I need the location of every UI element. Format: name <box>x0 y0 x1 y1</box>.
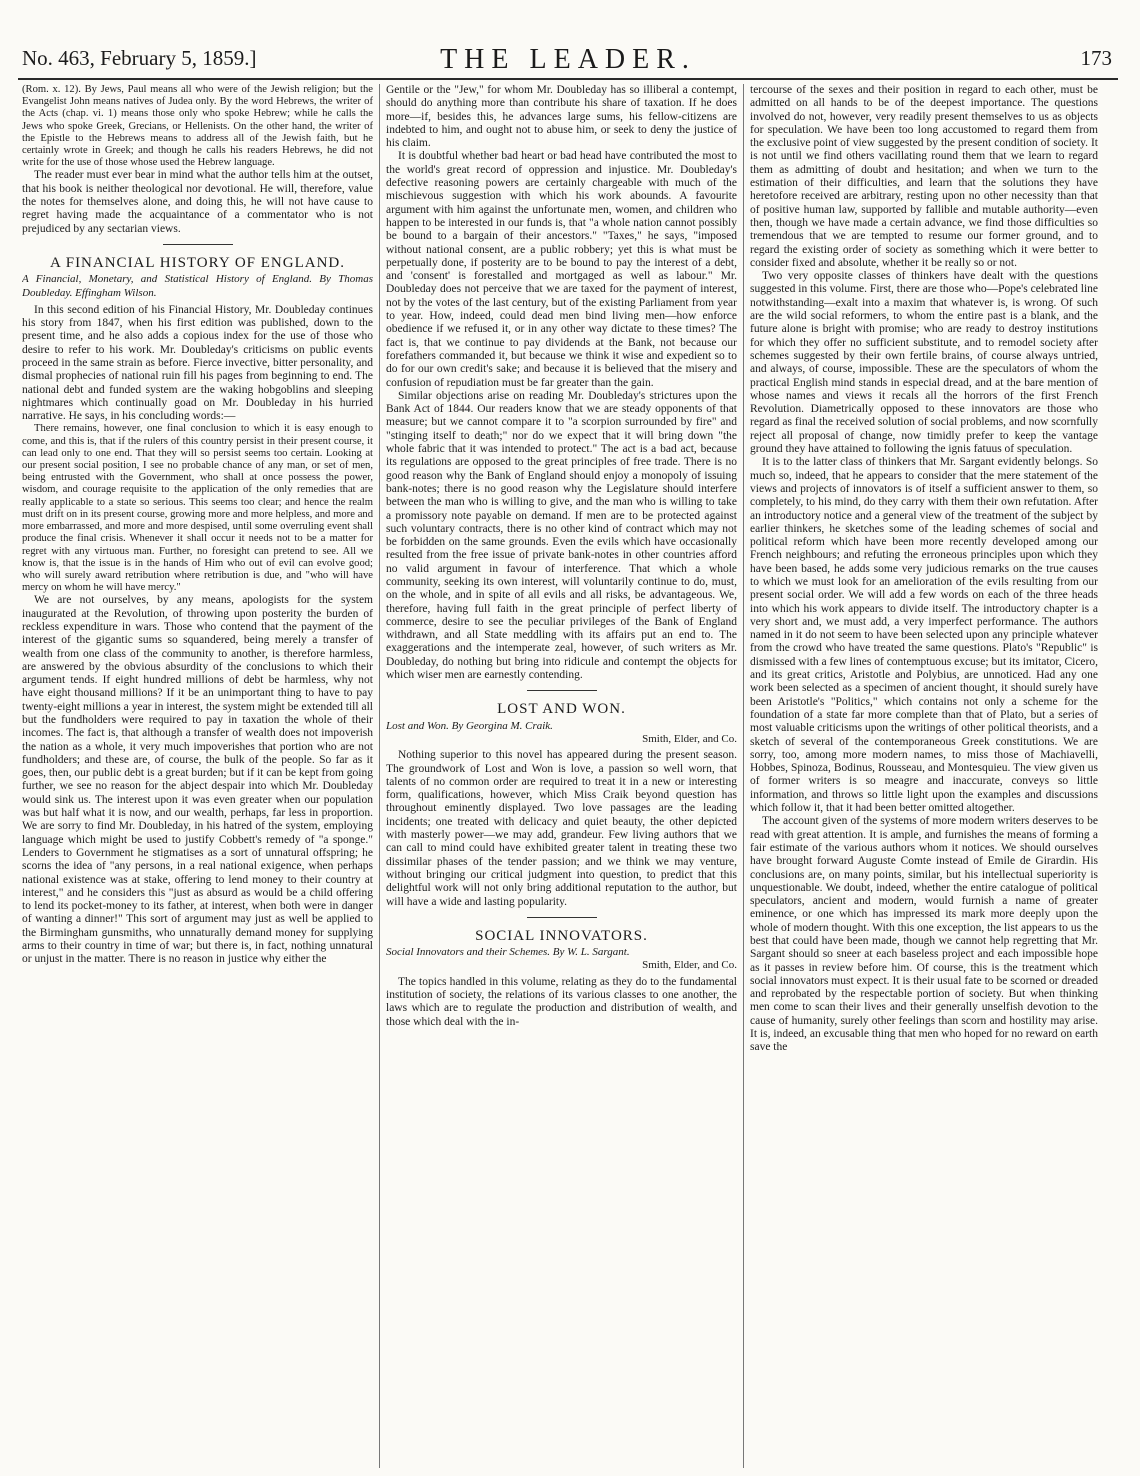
column-divider <box>379 84 380 1468</box>
paragraph: Gentile or the "Jew," for whom Mr. Doubleday has so illiberal a contempt, should do anything more than contribute his share of taxation. If he does more—if, besides this, he advances large sums, his fellow-citizens are indebted to him, and ought not to abuse him, or seek to deny the justice of his claim. <box>386 84 737 150</box>
paragraph: It is to the latter class of thinkers that Mr. Sargant evidently belongs. So much so, indeed, that he appears to consider that the mere statement of the views and projects of innovators is of itself a sufficient answer to them, so completely, to his mind, do they carry with them their own refutation. After an introductory notice and a general view of the treatment of the subject by earlier thinkers, he sketches some of the leading schemes of social and political reform which have been more recently developed among our French neighbours; and refuting the erroneous principles upon which they have been based, he adds some very judicious remarks on the true causes to which we must look for an amelioration of the evils resulting from our present social order. We will add a few words on each of the three heads into which his work appears to divide itself. The introductory chapter is a very short and, we must add, a very imperfect performance. The authors named in it do not seem to have been selected upon any principle whatever from the crowd who have treated the same questions. Plato's "Republic" is dismissed with a few lines of contemptuous excuse; but its imitator, Cicero, and its great critics, Aristotle and Polybius, are unnoticed. Had any one work been selected as a specimen of ancient thought, it should surely have been Aristotle's "Politics," which contains not only a scheme for the foundation of a state far more complete than that of Plato, but a series of most valuable criticisms upon the writings of other political theorists, and a sketch of several of the contemporaneous Greek constitutions. We are sorry, too, among more modern names, to miss those of Machiavelli, Hobbes, Spinoza, Bodinus, Rousseau, and Montesquieu. The view given us of former writers is so meagre and inaccurate, conveys so little information, and throws so little light upon the examples and discussions which follow it, that it had been better omitted altogether. <box>750 456 1098 815</box>
paragraph: Two very opposite classes of thinkers have dealt with the questions suggested in this volume. First, there are those who—Pope's celebrated line notwithstanding—exalt into a maxim that whatever is, is wrong. Of such are the wild social reformers, to whom the entire past is a blank, and the future alone is bright with promise; who are ready to destroy institutions for which they offer no sufficient substitute, and to remodel society after schemes suggested by their own fertile brains, of course always untried, and always, of course, impossible. These are the speculators of whom the practical English mind stands in especial dread, and at the bare mention of whose names and views it recals all the horrors of the first French Revolution. Diametrically opposed to these innovators are those who regard as final the received solution of social problems, and now scornfully reject all proposal of change, now timidly prefer to keep the vantage ground they have attained to following the ignis fatuus of speculation. <box>750 270 1098 456</box>
section-divider <box>163 244 233 245</box>
header-rule <box>18 78 1118 80</box>
paragraph: tercourse of the sexes and their position in regard to each other, must be admitted on all hands to be of the deepest importance. The questions involved do not, however, very readily present themselves to us as objects for speculation. We have been too long accustomed to regard them from the exclusive point of view suggested by the present condition of society. It is not until we find others vacillating round them that we learn to regard them as admitting of doubt and hesitation; and when we turn to the estimation of their difficulties, and learn that the solutions they have heretofore received are arbitrary, resting upon no other necessity than that of positive human law, supported by fallible and mutable authority—even then, though we have made a certain advance, we find those difficulties so tremendous that we are tempted to resume our former ground, and to regard the existing order of society as something which it were better to consider fixed and absolute, whether it be really so or not. <box>750 84 1098 269</box>
section-heading: A FINANCIAL HISTORY OF ENGLAND. <box>49 254 346 271</box>
paragraph: Similar objections arise on reading Mr. Doubleday's strictures upon the Bank Act of 1844. Our readers know that we are steady opponents of that measure; but we cannot compare it to "a scorpion surrounded by fire" and "stinging itself to death;" nor do we expect that it will bring down "the whole fabric that it was intended to protect." The act is a bad act, because its regulations are opposed to the great principles of free trade. There is no good reason why the Bank of England should enjoy a monopoly of issuing bank-notes; there is no good reason why the Legislature should interfere between the man who is willing to give, and the man who is willing to take a promissory note payable on demand. If men are to be protected against such voluntary contracts, there is no other kind of contract which may not be forbidden on the same grounds. Even the evils which have occasionally resulted from the free issue of private bank-notes in other countries afford no valid argument in favour of interference. That which a whole community, seeking its own interest, will voluntarily continue to do, must, on the whole, and in spite of all evils and all risks, be advantageous. We, therefore, having full faith in the great principle of perfect liberty of commerce, desire to see the peculiar privileges of the Bank of England withdrawn, and all State meddling with its affairs put an end to. The exaggerations and the intemperate zeal, however, of such writers as Mr. Doubleday, do nothing but bring into ridicule and contempt the objects for which wiser men are earnestly contending. <box>386 389 737 682</box>
paragraph: The account given of the systems of more modern writers deserves to be read with great attention. It is ample, and furnishes the means of forming a fair estimate of the various authors whom it notices. We should ourselves have brought forward Auguste Comte instead of Emile de Girardin. His conclusions are, on many points, similar, but his intellectual superiority is unquestionable. We doubt, indeed, whether the entire catalogue of political speculators, ancient and modern, would furnish a name of greater eminence, or one which has impressed its mark more deeply upon the whole of modern thought. With this one exception, the list appears to us the best that could have been made, though we cannot help regretting that Mr. Sargant should so sneer at each baseless project and each impossible hope as it passes in review before him. Of course, this is the treatment which social innovators must expect. It is their usual fate to be scorned or dreaded and reprobated by the respectable portion of society. But when thinking men come to scan their lives and their generally unselfish devotion to the cause of humanity, surely other feelings than scorn and hostility may arise. It is, indeed, an excusable thing that men who hoped for no reward on earth save the <box>750 815 1098 1054</box>
paragraph: It is doubtful whether bad heart or bad head have contributed the most to the world's great record of oppression and injustice. Mr. Doubleday's defective reasoning powers are certainly chargeable with much of the mischievous suggestion with which his work abounds. A favourite argument with him against the unfortunate men, women, and children who happen to be interested in our funds is, that "a whole nation cannot possibly be bound to a bargain of their ancestors." "Taxes," he says, "imposed without national consent, are a public robbery; yet this is what must be perpetually done, if posterity are to be bound to pay the interest of a debt, and 'consent' is forestalled and mortgaged as well as labour." Mr. Doubleday does not perceive that we are taxed for the payment of interest, not by the votes of the last century, but of the existing Parliament from year to year. How, indeed, could dead men bind living men—how enforce obedience if we refused it, or in any other way dictate to these times? The fact is, that we continue to pay dividends at the Bank, not because our forefathers commanded it, but because we think it wise and expedient so to do for our own credit's sake; and because it is believed that the misery and confusion of repudiation must be far greater than the gain. <box>386 150 737 389</box>
section-heading: LOST AND WON. <box>497 701 626 718</box>
column-3 <box>750 84 1098 1468</box>
issue-date: No. 463, February 5, 1859.] <box>22 46 257 70</box>
paragraph: Nothing superior to this novel has appeared during the present season. The groundwork of Lost and Won is love, a passion so well worn, that talents of no common order are required to treat it in a new or interesting form, qualifications, however, which Miss Craik beyond question has throughout eminently displayed. Two love passages are the leading incidents; one treated with delicacy and quiet beauty, the other depicted with masterly power—we may add, grandeur. Few living authors that we can call to mind could have exhibited greater talent in treating these two dissimilar phases of the tender passion; and we think we may venture, without bringing our critical judgment into question, to predict that this delightful work will not only bring additional reputation to the author, but will have a wide and lasting popularity. <box>386 749 737 908</box>
page-number: 173 <box>1080 46 1112 70</box>
paragraph: The topics handled in this volume, relating as they do to the fundamental institution of society, the relations of its various classes to one another, the laws which are to regulate the production and distribution of wealth, and those which deal with the in- <box>386 975 737 1028</box>
book-citation: Social Innovators and their Schemes. By W. L. Sargant. <box>386 946 630 959</box>
paragraph: We are not ourselves, by any means, apologists for the system inaugurated at the Revolution, of throwing upon posterity the burden of reckless expenditure in wars. Those who contend that the payment of the interest of the gigantic sums so squandered, being merely a transfer of wealth from one class of the community to another, is therefore harmless, are answered by the obvious absurdity of the conclusions to which their argument tends. If eight hundred millions of debt be harmless, why not have eight thousand millions? If it be an unimportant thing to have to pay twenty-eight millions a year in interest, the system might be extended till all but the fundholders were required to pay in taxation the whole of their incomes. The fact is, that although a transfer of wealth does not impoverish the nation as a whole, it very much impoverishes that portion who are not fundholders; and these are, of course, the bulk of the people. So far as it goes, then, our public debt is a great burden; but if it can be kept from going further, we see no reason for the abject despair into which Mr. Doubleday would sink us. The interest upon it was even greater when our population was but half what it is now, and our wealth, perhaps, far less in proportion. We are sorry to find Mr. Doubleday, in his hatred of the system, employing language which might be used to justify Cobbett's remedy of "a sponge." Lenders to Government he stigmatises as a sort of unnatural offspring; he scorns the idea of "any persons, in a real national exigence, when perhaps national existence was at stake, offering to lend money to their country at interest," and he considers this "just as absurd as would be a child offering to lend its pocket-money to its father, at interest, when both were in danger of wanting a dinner!" This sort of argument may just as well be applied to the Birmingham gunsmiths, who unnaturally demand money for supplying arms to their country in time of war; but there is, in fact, nothing unnatural or unjust in the matter. There is no reason in justice why either the <box>22 594 373 966</box>
page-header <box>18 44 1118 78</box>
column-1 <box>22 84 373 1468</box>
section-heading: SOCIAL INNOVATORS. <box>475 927 648 944</box>
column-divider <box>743 84 744 1468</box>
section-divider <box>527 917 597 918</box>
paragraph: The reader must ever bear in mind what the author tells him at the outset, that his book is neither theological nor devotional. He will, therefore, value the notes for themselves alone, and doing this, he will not have cause to regret having made the acquaintance of a commentator who is not prejudiced by any sectarian views. <box>22 169 373 235</box>
newspaper-title: THE LEADER. <box>440 44 696 75</box>
block-quote: There remains, however, one final conclusion to which it is easy enough to come, and this is, that if the rulers of this country persist in their present course, it can lead only to one end. That they will so persist seems too certain. Looking at our present social position, I see no probable chance of any man, or set of men, being entrusted with the Government, who shall at once possess the power, wisdom, and courage requisite to the application of the only remedies that are really applicable to a state so serious. This seems too clear; and hence the realm must drift on in its present course, growing more and more helpless, and more and more embarrassed, and more and more despised, until some overruling event shall produce the final crisis. Whenever it shall occur it needs not to be a matter for regret with any virtuous man. Further, no foresight can pretend to see. All we know is, that the issue is in the hands of Him who out of evil can evolve good; who will surely award retribution where retribution is due, and "who will have mercy on whom he will have mercy." <box>22 423 373 594</box>
column-2 <box>386 84 737 1468</box>
book-citation: Lost and Won. By Georgina M. Craik. <box>386 719 553 732</box>
book-citation: A Financial, Monetary, and Statistical History of England. By Thomas Doubleday. Effingham Wilson. <box>22 273 373 299</box>
paragraph: (Rom. x. 12). By Jews, Paul means all who were of the Jewish religion; but the Evangelist John means natives of Judea only. By the word Hebrews, the writer of the Acts (chap. vi. 1) means those only who spoke Hebrew; while he calls the Jews who spoke Greek, Grecians, or Hellenists. On the other hand, the writer of the Epistle to the Hebrews means to address all of the Jewish faith, but he certainly wrote in Greek; and though he calls his readers Hebrews, he did not write for the use of those whose used the Hebrew language. <box>22 84 373 169</box>
publisher: Smith, Elder, and Co. <box>642 959 737 972</box>
publisher: Smith, Elder, and Co. <box>642 732 737 745</box>
paragraph: In this second edition of his Financial History, Mr. Doubleday continues his story from 1847, when his first edition was published, down to the present time, and he also adds a copious index for the use of those who desire to refer to his work. Mr. Doubleday's criticisms on public events proceed in the same strain as before. Fierce invective, bitter personality, and dismal prophecies of national ruin fill his pages from beginning to end. The national debt and funded system are the waking hobgoblins and sleeping nightmares which continually goad on Mr. Doubleday in his hurried narrative. He says, in his concluding words:— <box>22 303 373 423</box>
section-divider <box>527 690 597 691</box>
